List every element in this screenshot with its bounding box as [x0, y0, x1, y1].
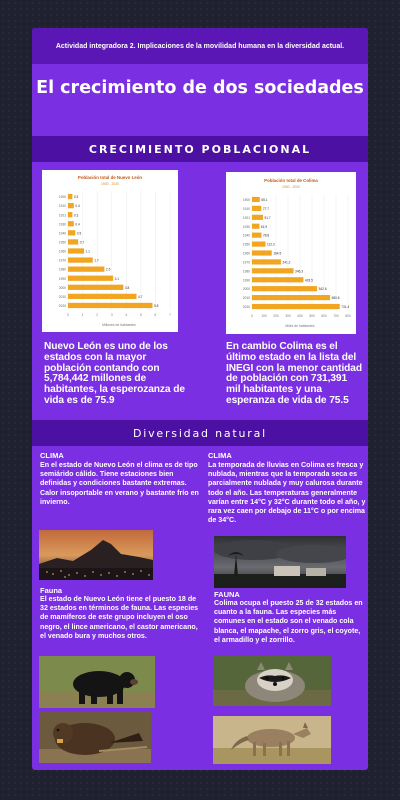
- category-label: 1960: [242, 251, 250, 256]
- category-label: 1940: [242, 233, 250, 238]
- city-photo: [39, 530, 153, 580]
- population-text-colima: En cambio Colima es el último estado en la lista del INEGI con la menor cantidad de población con 731,391 mil habitantes y una esperanza de vida de 75.5: [226, 341, 362, 407]
- bar: [252, 304, 340, 309]
- value-label: 2.5: [105, 267, 111, 272]
- category-label: 1970: [242, 260, 250, 265]
- x-tick-label: 800: [345, 314, 351, 318]
- chart-colima: [226, 172, 356, 334]
- value-label: 0.3: [73, 195, 79, 200]
- bar: [68, 203, 74, 208]
- category-label: 2000: [58, 285, 66, 290]
- bar: [252, 197, 260, 202]
- category-label: 1900: [58, 195, 66, 200]
- x-tick-label: 0: [251, 314, 253, 318]
- x-axis-label: Miles de habitantes: [285, 324, 315, 328]
- x-tick-label: 200: [273, 314, 279, 318]
- bar: [252, 295, 330, 300]
- x-tick-label: 1: [81, 313, 84, 317]
- bar: [252, 206, 261, 211]
- value-label: 650.6: [331, 296, 340, 301]
- x-tick-label: 700: [333, 314, 339, 318]
- fauna-text-colima: Colima ocupa el puesto 25 de 32 estados en cuanto a la fauna. Las especies más comunes en el estado son el venado cola blanca, el mapache, el zorro gris, el coyote, el armadillo y el zorrillo.: [214, 599, 363, 644]
- activity-bar: [32, 28, 368, 64]
- value-label: 0.7: [79, 240, 85, 245]
- bar: [68, 230, 75, 235]
- raccoon-photo: [213, 656, 331, 706]
- category-label: 1950: [58, 240, 66, 245]
- bar: [252, 259, 281, 264]
- storm-photo: [214, 536, 346, 588]
- activity-title: Actividad integradora 2. Implicaciones de la movilidad humana en la diversidad actual.: [55, 42, 345, 50]
- clima-text-nuevo-leon: En el estado de Nuevo León el clima es de tipo semiárido cálido. Tiene estaciones bien definidas y condiciones bastante extremas. Calor insoportable en verano y bastante frío en invierno.: [40, 461, 199, 506]
- value-label: 91.7: [264, 215, 271, 220]
- value-label: 0.3: [73, 213, 79, 218]
- main-title: El crecimiento de dos sociedades: [36, 78, 364, 98]
- category-label: 2000: [242, 287, 250, 292]
- x-tick-label: 400: [297, 314, 303, 318]
- value-label: 731.4: [341, 305, 350, 310]
- value-label: 346.3: [295, 269, 304, 274]
- value-label: 3.8: [124, 285, 130, 290]
- bar: [68, 276, 113, 281]
- clima-text-colima: La temporada de lluvias en Colima es fresca y nublada, mientras que la temporada seca es parcialmente nublada y muy calurosa durante todo el año. Las temperaturas generalmente varían entre 14°C y 32°C durante todo el año, y rara vez caen por debajo de 11°C o por encima de 34°C.: [208, 461, 366, 525]
- value-label: 241.2: [282, 260, 291, 265]
- clima-heading-colima: CLIMA: [208, 451, 232, 460]
- chart-card-colima: [226, 172, 356, 334]
- value-label: 0.4: [75, 204, 80, 209]
- bar: [68, 212, 72, 217]
- x-tick-label: 2: [96, 313, 99, 317]
- coyote-photo: [213, 716, 331, 764]
- value-label: 0.5: [76, 231, 82, 236]
- fauna-heading-nuevo-leon: Fauna: [40, 586, 63, 595]
- chart-nuevo-leon: [42, 170, 178, 332]
- bar: [68, 221, 74, 226]
- bar: [68, 248, 84, 253]
- chart-subtitle: 1900 - 2020: [100, 182, 120, 186]
- value-label: 112.3: [266, 242, 275, 247]
- bar: [252, 268, 294, 273]
- bar: [68, 303, 153, 308]
- category-label: 2010: [58, 294, 66, 299]
- bar: [252, 215, 263, 220]
- fauna-text-nuevo-leon: El estado de Nuevo León tiene el puesto 18 de 32 estados en términos de fauna. Las especies de mamíferos de este grupo incluyen el oso negro, el lince americano, el castor americano, el venado bura y muchos otros.: [40, 595, 199, 640]
- category-label: 1900: [242, 198, 250, 203]
- value-label: 5.8: [154, 304, 159, 309]
- value-label: 65.1: [261, 198, 268, 203]
- bar: [68, 267, 104, 272]
- category-label: 1910: [242, 206, 250, 211]
- category-label: 1990: [58, 276, 66, 281]
- chart-subtitle: 1900 - 2020: [281, 185, 301, 189]
- x-tick-label: 600: [321, 314, 327, 318]
- value-label: 78.8: [262, 233, 270, 238]
- category-label: 2020: [242, 305, 250, 310]
- beaver-photo: [39, 711, 151, 763]
- value-label: 1.7: [94, 258, 99, 263]
- category-label: 1950: [242, 242, 250, 247]
- value-label: 0.4: [75, 222, 80, 227]
- chart-title: Población total de Nuevo León: [77, 175, 143, 180]
- category-label: 1921: [242, 215, 250, 220]
- category-label: 1940: [58, 231, 66, 236]
- x-tick-label: 7: [169, 313, 171, 317]
- bar: [252, 233, 261, 238]
- category-label: 1960: [58, 249, 66, 254]
- value-label: 542.6: [318, 287, 327, 292]
- bar: [68, 294, 136, 299]
- category-label: 1980: [242, 269, 250, 274]
- bar: [252, 277, 303, 282]
- value-label: 3.1: [114, 276, 120, 281]
- value-label: 1.1: [85, 249, 90, 254]
- category-label: 1930: [242, 224, 250, 229]
- fauna-heading-colima: FAUNA: [214, 590, 240, 599]
- chart-card-nuevo-leon: [42, 170, 178, 332]
- bar: [252, 241, 265, 246]
- section-band-diversity: Diversidad natural: [32, 420, 368, 446]
- x-axis-label: Millones de habitantes: [102, 323, 136, 327]
- section-band-population: CRECIMIENTO POBLACIONAL: [32, 136, 368, 162]
- bar: [68, 239, 78, 244]
- bar: [68, 194, 72, 199]
- value-label: 4.7: [137, 294, 143, 299]
- category-label: 1921: [58, 213, 66, 218]
- bear-photo: [39, 656, 155, 708]
- category-label: 2020: [58, 304, 66, 309]
- x-tick-label: 300: [285, 314, 291, 318]
- category-label: 1980: [58, 267, 66, 272]
- x-tick-label: 5: [139, 313, 142, 317]
- population-text-nuevo-leon: Nuevo León es uno de los estados con la mayor población contando con 5,784,442 millones de habitantes, la esperozanza de vida es de 75.9: [44, 341, 185, 407]
- bar: [68, 285, 123, 290]
- poster: [32, 28, 368, 770]
- category-label: 1930: [58, 222, 66, 227]
- value-label: 428.5: [304, 278, 313, 283]
- bar: [252, 286, 317, 291]
- chart-title: Población total de Colima: [264, 178, 318, 183]
- category-label: 1990: [242, 278, 250, 283]
- x-tick-label: 100: [261, 314, 267, 318]
- x-tick-label: 3: [110, 313, 113, 317]
- x-tick-label: 4: [125, 313, 128, 317]
- x-tick-label: 6: [154, 313, 157, 317]
- value-label: 61.9: [260, 224, 268, 229]
- bar: [252, 250, 272, 255]
- bar: [252, 224, 259, 229]
- bar: [68, 257, 93, 262]
- value-label: 164.5: [273, 251, 282, 256]
- value-label: 77.7: [262, 206, 270, 211]
- category-label: 2010: [242, 296, 250, 301]
- clima-heading-nuevo-leon: CLIMA: [40, 451, 64, 460]
- category-label: 1970: [58, 258, 66, 263]
- category-label: 1910: [58, 204, 66, 209]
- x-tick-label: 500: [309, 314, 315, 318]
- x-tick-label: 0: [67, 313, 69, 317]
